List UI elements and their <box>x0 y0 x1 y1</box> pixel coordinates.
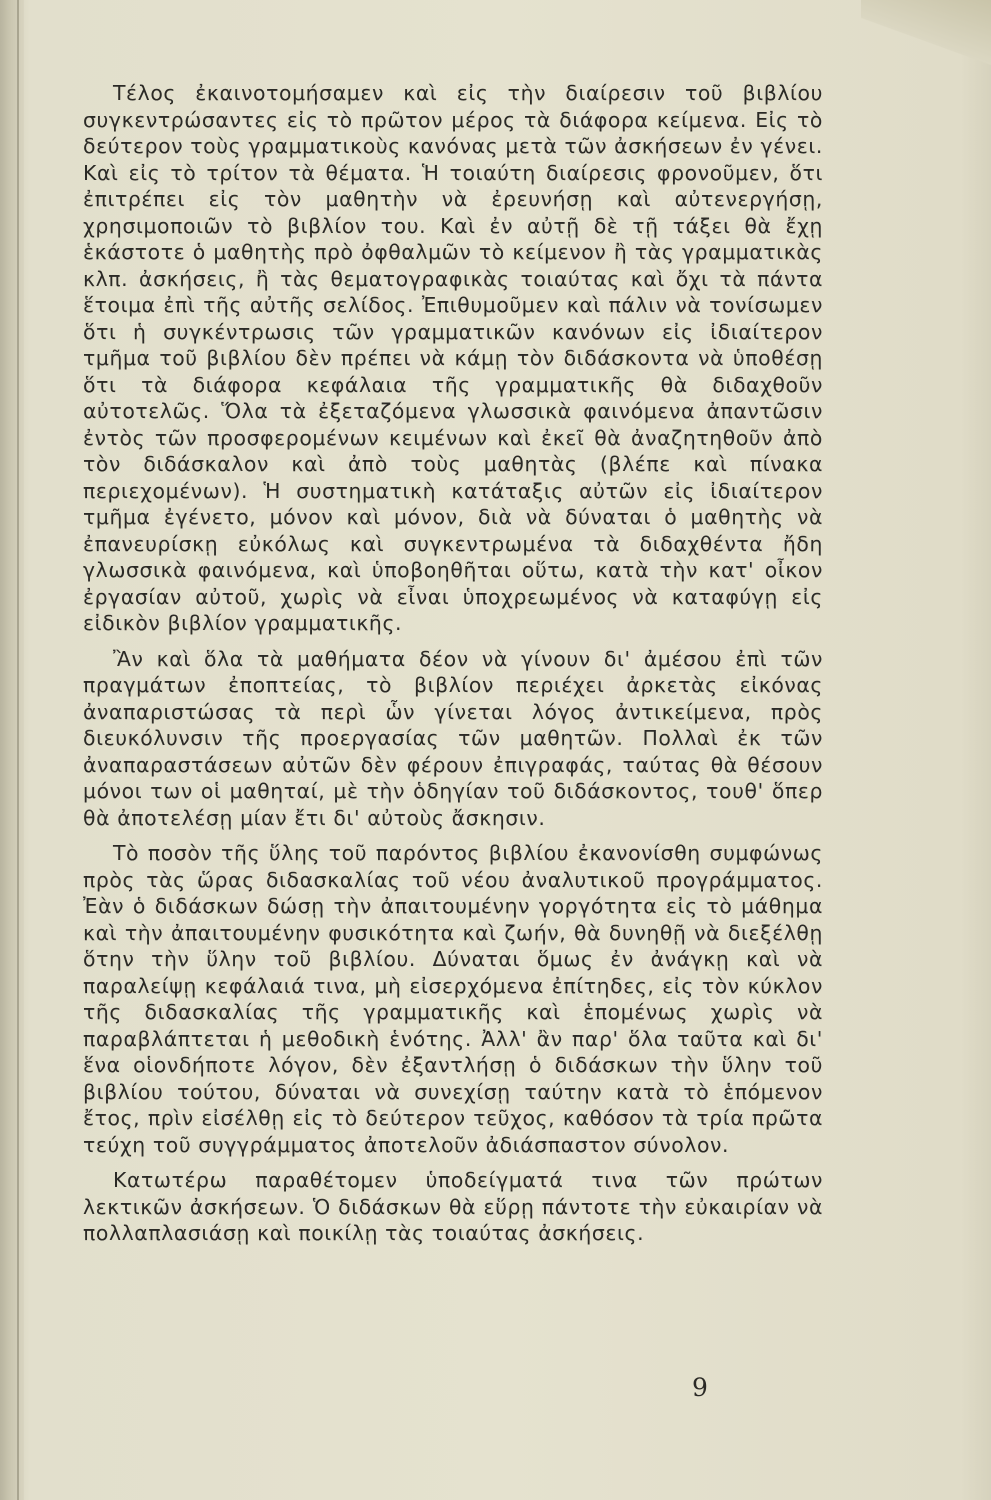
paragraph-1: Τέλος ἐκαινοτομήσαμεν καὶ εἰς τὴν διαίρεσιν τοῦ βιβλίου συγκεντρώσαντες εἰς τὸ πρῶτον μέρος τὰ διάφορα κείμενα. Εἰς τὸ δεύτερον τοὺς γραμματικοὺς κανόνας μετὰ τῶν ἀσκήσεων ἐν γένει. Καὶ εἰς τὸ τρίτον τὰ θέματα. Ἡ τοιαύτη διαίρεσις φρονοῦμεν, ὅτι ἐπιτρέπει εἰς τὸν μαθητὴν νὰ ἐρευνήσῃ καὶ αὐτενεργήσῃ, χρησιμοποιῶν τὸ βιβλίον του. Καὶ ἐν αὐτῇ δὲ τῇ τάξει θὰ ἔχῃ ἑκάστοτε ὁ μαθητὴς πρὸ ὀφθαλμῶν τὸ κείμενον ἢ τὰς γραμματικὰς κλπ. ἀσκήσεις, ἢ τὰς θεματογραφικὰς τοιαύτας καὶ ὄχι τὰ πάντα ἕτοιμα ἐπὶ τῆς αὐτῆς σελίδος. Ἐπιθυμοῦμεν καὶ πάλιν νὰ τονίσωμεν ὅτι ἡ συγκέντρωσις τῶν γραμματικῶν κανόνων εἰς ἰδιαίτερον τμῆμα τοῦ βιβλίου δὲν πρέπει νὰ κάμῃ τὸν διδάσκοντα νὰ ὑποθέσῃ ὅτι τὰ διάφορα κεφάλαια τῆς γραμματικῆς θὰ διδαχθοῦν αὐτοτελῶς. Ὅλα τὰ ἐξεταζόμενα γλωσσικὰ φαινόμενα ἀπαντῶσιν ἐντὸς τῶν προσφερομένων κειμένων καὶ ἐκεῖ θὰ ἀναζητηθοῦν ἀπὸ τὸν διδάσκαλον καὶ ἀπὸ τοὺς μαθητὰς (βλέπε καὶ πίνακα περιεχομένων). Ἡ συστηματικὴ κατάταξις αὐτῶν εἰς ἰδιαίτερον τμῆμα ἐγένετο, μόνον καὶ μόνον, διὰ νὰ δύναται ὁ μαθητὴς νὰ ἐπανευρίσκῃ εὐκόλως καὶ συγκεντρωμένα τὰ διδαχθέντα ἤδη γλωσσικὰ φαινόμενα, καὶ ὑποβοηθῆται οὕτω, κατὰ τὴν κατ' οἶκον ἐργασίαν αὐτοῦ, χωρὶς νὰ εἶναι ὑποχρεωμένος νὰ καταφύγῃ εἰς εἰδικὸν βιβλίον γραμματικῆς. <box>83 81 823 635</box>
page-number: 9 <box>692 1373 708 1402</box>
paragraph-3: Τὸ ποσὸν τῆς ὕλης τοῦ παρόντος βιβλίου ἐκανονίσθη συμφώνως πρὸς τὰς ὥρας διδασκαλίας τοῦ νέου ἀναλυτικοῦ προγράμματος. Ἐὰν ὁ διδάσκων δώσῃ τὴν ἀπαιτουμένην γοργότητα εἰς τὸ μάθημα καὶ τὴν ἀπαιτουμένην φυσικότητα καὶ ζωήν, θὰ δυνηθῇ νὰ διεξέλθῃ ὅτην τὴν ὕλην τοῦ βιβλίου. Δύναται ὅμως ἐν ἀνάγκῃ καὶ νὰ παραλείψῃ κεφάλαιά τινα, μὴ εἰσερχόμενα ἐπίτηδες, εἰς τὸν κύκλον τῆς διδασκαλίας τῆς γραμματικῆς καὶ ἑπομένως χωρὶς νὰ παραβλάπτεται ἡ μεθοδικὴ ἑνότης. Ἀλλ' ἂν παρ' ὅλα ταῦτα καὶ δι' ἕνα οἱονδήποτε λόγον, δὲν ἐξαντλήσῃ ὁ διδάσκων τὴν ὕλην τοῦ βιβλίου τούτου, δύναται νὰ συνεχίσῃ ταύτην κατὰ τὸ ἑπόμενον ἔτος, πρὶν εἰσέλθῃ εἰς τὸ δεύτερον τεῦχος, καθόσον τὰ τρία πρῶτα τεύχη τοῦ συγγράμματος ἀποτελοῦν ἀδιάσπαστον σύνολον. <box>83 841 823 1157</box>
page-corner-wear <box>861 0 991 70</box>
paragraph-2: Ἂν καὶ ὅλα τὰ μαθήματα δέον νὰ γίνουν δι' ἀμέσου ἐπὶ τῶν πραγμάτων ἐποπτείας, τὸ βιβλίον περιέχει ἀρκετὰς εἰκόνας ἀναπαριστώσας τὰ περὶ ὧν γίνεται λόγος ἀντικείμενα, πρὸς διευκόλυνσιν τῆς προεργασίας τῶν μαθητῶν. Πολλαὶ ἐκ τῶν ἀναπαραστάσεων αὐτῶν δὲν φέρουν ἐπιγραφάς, ταύτας θὰ θέσουν μόνοι των οἱ μαθηταί, μὲ τὴν ὁδηγίαν τοῦ διδάσκοντος, τουθ' ὅπερ θὰ ἀποτελέσῃ μίαν ἔτι δι' αὐτοὺς ἄσκησιν. <box>83 646 823 830</box>
body-text <box>83 80 823 1247</box>
page-binding <box>0 0 24 1500</box>
binding-line <box>17 0 19 1500</box>
paragraph-4: Κατωτέρω παραθέτομεν ὑποδείγματά τινα τῶν πρώτων λεκτικῶν ἀσκήσεων. Ὁ διδάσκων θὰ εὕρῃ πάντοτε τὴν εὐκαιρίαν νὰ πολλαπλασιάσῃ καὶ ποικίλῃ τὰς τοιαύτας ἀσκήσεις. <box>83 1168 823 1245</box>
